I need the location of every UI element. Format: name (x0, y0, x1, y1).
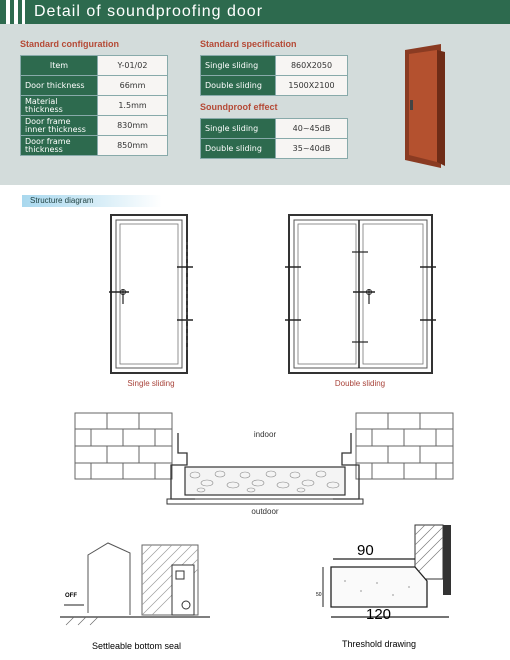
table-key: Single sliding (201, 56, 276, 76)
single-door-inner-frame (116, 220, 182, 368)
double-door-diagram (283, 212, 438, 377)
seal-off-tag: OFF (65, 593, 77, 599)
title-stripe (6, 0, 10, 24)
title-stripe (14, 0, 18, 24)
outdoor-label: outdoor (251, 507, 279, 516)
threshold-jamb (443, 525, 451, 595)
double-door-outer-frame (289, 215, 432, 373)
structure-diagram-tag (22, 195, 162, 207)
threshold-dim-side: 50 (316, 592, 322, 598)
left-brick-wall (75, 413, 172, 479)
threshold-profile (331, 567, 427, 607)
table-row (21, 96, 168, 116)
table-key: Door frame thickness (21, 136, 98, 156)
threshold-caption: Threshold drawing (342, 639, 417, 649)
standard-configuration-heading: Standard configuration (20, 39, 119, 49)
door-panel-shape (409, 50, 437, 162)
table-key: Door frame inner thickness (21, 116, 98, 136)
threshold-dim-top: 90 (357, 542, 374, 559)
page-title: Detail of soundproofing door (34, 3, 264, 20)
seal-floor-hatch (66, 617, 98, 625)
table-key: Double sliding (201, 76, 276, 96)
standard-configuration-table (20, 55, 168, 156)
bottom-seal-diagram (60, 535, 220, 635)
table-key: Material thickness (21, 96, 98, 116)
table-row (201, 139, 348, 159)
table-key: Door thickness (21, 76, 98, 96)
indoor-label: indoor (253, 430, 277, 439)
table-value: 40~45dB (276, 119, 348, 139)
table-row (21, 76, 168, 96)
door-section-diagram (75, 413, 455, 508)
door-edge-shape (437, 50, 445, 166)
standard-specification-table (200, 55, 348, 96)
single-door-diagram (105, 212, 195, 377)
table-key: Double sliding (201, 139, 276, 159)
table-value: 1500X2100 (276, 76, 348, 96)
table-row (201, 56, 348, 76)
seal-wall-outline (88, 543, 130, 615)
table-row (201, 76, 348, 96)
bottom-seal-caption: Settleable bottom seal (92, 641, 182, 651)
soundproof-effect-heading: Soundproof effect (200, 102, 278, 112)
table-value: 1.5mm (98, 96, 168, 116)
door-threshold-section (167, 499, 363, 504)
table-value: 830mm (98, 116, 168, 136)
double-door-right-leaf (363, 224, 423, 364)
double-door-left-leaf (298, 224, 356, 364)
table-key: Single sliding (201, 119, 276, 139)
table-value: 860X2050 (276, 56, 348, 76)
table-value: 850mm (98, 136, 168, 156)
double-door-inner-frame (294, 220, 427, 368)
structure-diagram-label: Structure diagram (30, 196, 94, 205)
single-door-leaf (120, 224, 178, 364)
table-value: Y-01/02 (98, 56, 168, 76)
table-row (201, 119, 348, 139)
title-stripe (22, 0, 25, 24)
table-value: 66mm (98, 76, 168, 96)
door-photo (395, 42, 455, 172)
table-row (21, 136, 168, 156)
title-bar (0, 0, 510, 24)
door-handle-icon (410, 100, 413, 110)
right-brick-wall (356, 413, 453, 479)
double-sliding-label: Double sliding (334, 379, 386, 388)
table-key: Item (21, 56, 98, 76)
table-row (21, 56, 168, 76)
soundproof-effect-table (200, 118, 348, 159)
standard-specification-heading: Standard specification (200, 39, 297, 49)
threshold-dim-bottom: 120 (366, 606, 392, 623)
single-sliding-label: Single sliding (127, 379, 175, 388)
table-value: 35~40dB (276, 139, 348, 159)
table-row (21, 116, 168, 136)
